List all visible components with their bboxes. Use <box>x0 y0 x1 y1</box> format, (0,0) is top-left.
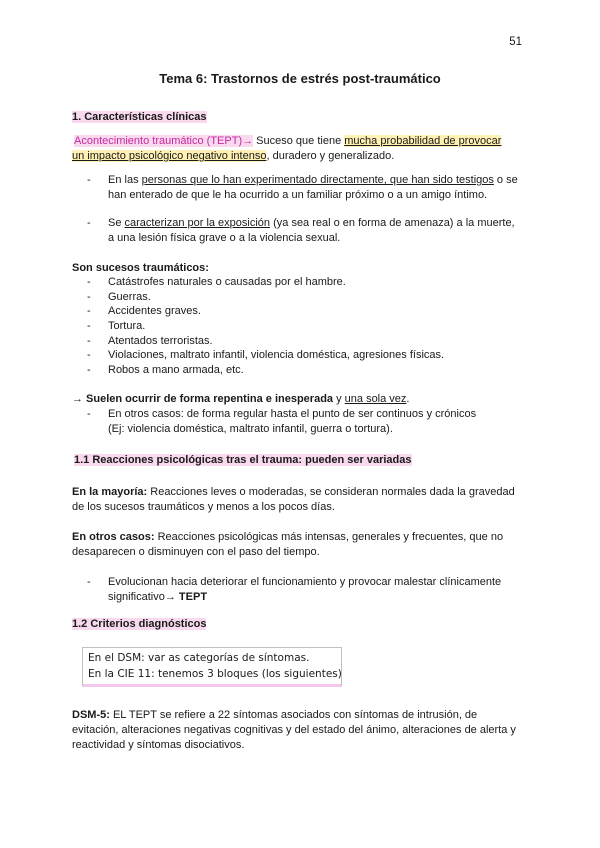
evol-line-1: Evolucionan hacia deteriorar el funcionamiento y provocar malestar clínicamente <box>108 576 502 588</box>
dsm-label: DSM-5: <box>72 709 110 721</box>
repentina-end: . <box>406 393 410 405</box>
repentina-underlined: una sola vez <box>344 393 407 405</box>
bullet-dash: - <box>87 335 91 347</box>
dsm-line-1 <box>72 708 477 723</box>
repentina-bold: → Suelen ocurrir de forma repentina e inesperada <box>72 393 334 405</box>
dsm-line-2: evitación, alteraciones negativas cognitivas y del estado del ánimo, alteraciones de alerta y <box>72 724 516 736</box>
box-line-2: En la CIE 11: tenemos 3 bloques (los siguientes) <box>88 668 342 680</box>
section-heading-1-2-text: 1.2 Criterios diagnósticos <box>72 618 207 630</box>
bullet-dash: - <box>87 174 91 186</box>
bullet-dash: - <box>87 349 91 361</box>
suceso-item: Tortura. <box>108 320 146 332</box>
bullet-dash: - <box>87 320 91 332</box>
sucesos-heading: Son sucesos traumáticos: <box>72 262 209 274</box>
bullet-dash: - <box>87 305 91 317</box>
suceso-item: Accidentes graves. <box>108 305 201 317</box>
bullet-dash: - <box>87 364 91 376</box>
otros-line-2: desaparecen o disminuyen con el paso del tiempo. <box>72 546 320 558</box>
bullet-1-post: o se <box>493 174 518 186</box>
bullet-2-pre: Se <box>108 217 125 229</box>
page-title: Tema 6: Trastornos de estrés post-traumático <box>159 71 441 86</box>
definition-line-1 <box>74 134 501 149</box>
dsm-text: EL TEPT se refiere a 22 síntomas asociados con síntomas de intrusión, de <box>109 709 478 721</box>
bullet-1-line-2: han enterado de que le ha ocurrido a un familiar próximo o a un amigo íntimo. <box>108 189 488 201</box>
box-line-1: En el DSM: var as categorías de síntomas. <box>88 652 310 664</box>
bullet-1-pre: En las <box>108 174 142 186</box>
suceso-item: Atentados terroristas. <box>108 335 213 347</box>
otros-text: Reacciones psicológicas más intensas, generales y frecuentes, que no <box>154 531 504 543</box>
suceso-item: Robos a mano armada, etc. <box>108 364 244 376</box>
bullet-2-underlined: caracterizan por la exposición <box>124 217 271 229</box>
criterios-box <box>82 647 342 687</box>
section-heading-1-text: 1. Características clínicas <box>72 111 207 123</box>
suceso-item: Violaciones, maltrato infantil, violencia doméstica, agresiones físicas. <box>108 349 445 361</box>
section-heading-1-1-text: 1.1 Reacciones psicológicas tras el trauma: pueden ser variadas <box>74 454 412 466</box>
definition-text: Suceso que tiene <box>253 135 345 147</box>
bullet-1-underlined: personas que lo han experimentado directamente, que han sido testigos <box>141 174 494 186</box>
evol-pre: significativo→ <box>108 591 179 603</box>
bullet-dash: - <box>87 408 91 420</box>
bullet-dash: - <box>87 276 91 288</box>
definition-highlight-2: un impacto psicológico negativo intenso <box>72 150 267 162</box>
bullet-2-line-1 <box>108 216 515 231</box>
repentina-mid: y <box>333 393 345 405</box>
definition-text-2: , duradero y generalizado. <box>266 150 395 162</box>
bullet-1-line-1 <box>108 173 518 188</box>
suceso-item: Catástrofes naturales o causadas por el hambre. <box>108 276 346 288</box>
mayoria-line-2: de los sucesos traumáticos y menos a los pocos días. <box>72 501 335 513</box>
bullet-2-post: (ya sea real o en forma de amenaza) a la muerte, <box>270 217 515 229</box>
mayoria-label: En la mayoría: <box>72 486 148 498</box>
mayoria-text: Reacciones leves o moderadas, se consideran normales dada la gravedad <box>147 486 515 498</box>
repentina-sub-line-1: En otros casos: de forma regular hasta el punto de ser continuos y crónicos <box>108 408 477 420</box>
section-heading-1-1 <box>74 453 412 468</box>
bullet-2-line-2: a una lesión física grave o a la violencia sexual. <box>108 232 341 244</box>
otros-label: En otros casos: <box>72 531 155 543</box>
otros-line-1 <box>72 530 503 545</box>
bullet-dash: - <box>87 217 91 229</box>
evol-line-2 <box>108 590 207 605</box>
definition-highlight-1: mucha probabilidad de provocar <box>344 135 502 147</box>
definition-line-2 <box>72 149 394 164</box>
suceso-item: Guerras. <box>108 291 151 303</box>
bullet-dash: - <box>87 576 91 588</box>
definition-term: Acontecimiento traumático (TEPT)→ <box>74 135 254 147</box>
dsm-line-3: reactividad y síntomas disociativos. <box>72 739 245 751</box>
section-heading-1 <box>72 110 207 125</box>
mayoria-line-1 <box>72 485 515 500</box>
section-heading-1-2 <box>72 617 206 632</box>
bullet-dash: - <box>87 291 91 303</box>
page-number: 51 <box>509 36 522 48</box>
evol-bold: TEPT <box>178 591 208 603</box>
repentina-sub-line-2: (Ej: violencia doméstica, maltrato infantil, guerra o tortura). <box>108 423 393 435</box>
repentina-line <box>72 392 409 407</box>
